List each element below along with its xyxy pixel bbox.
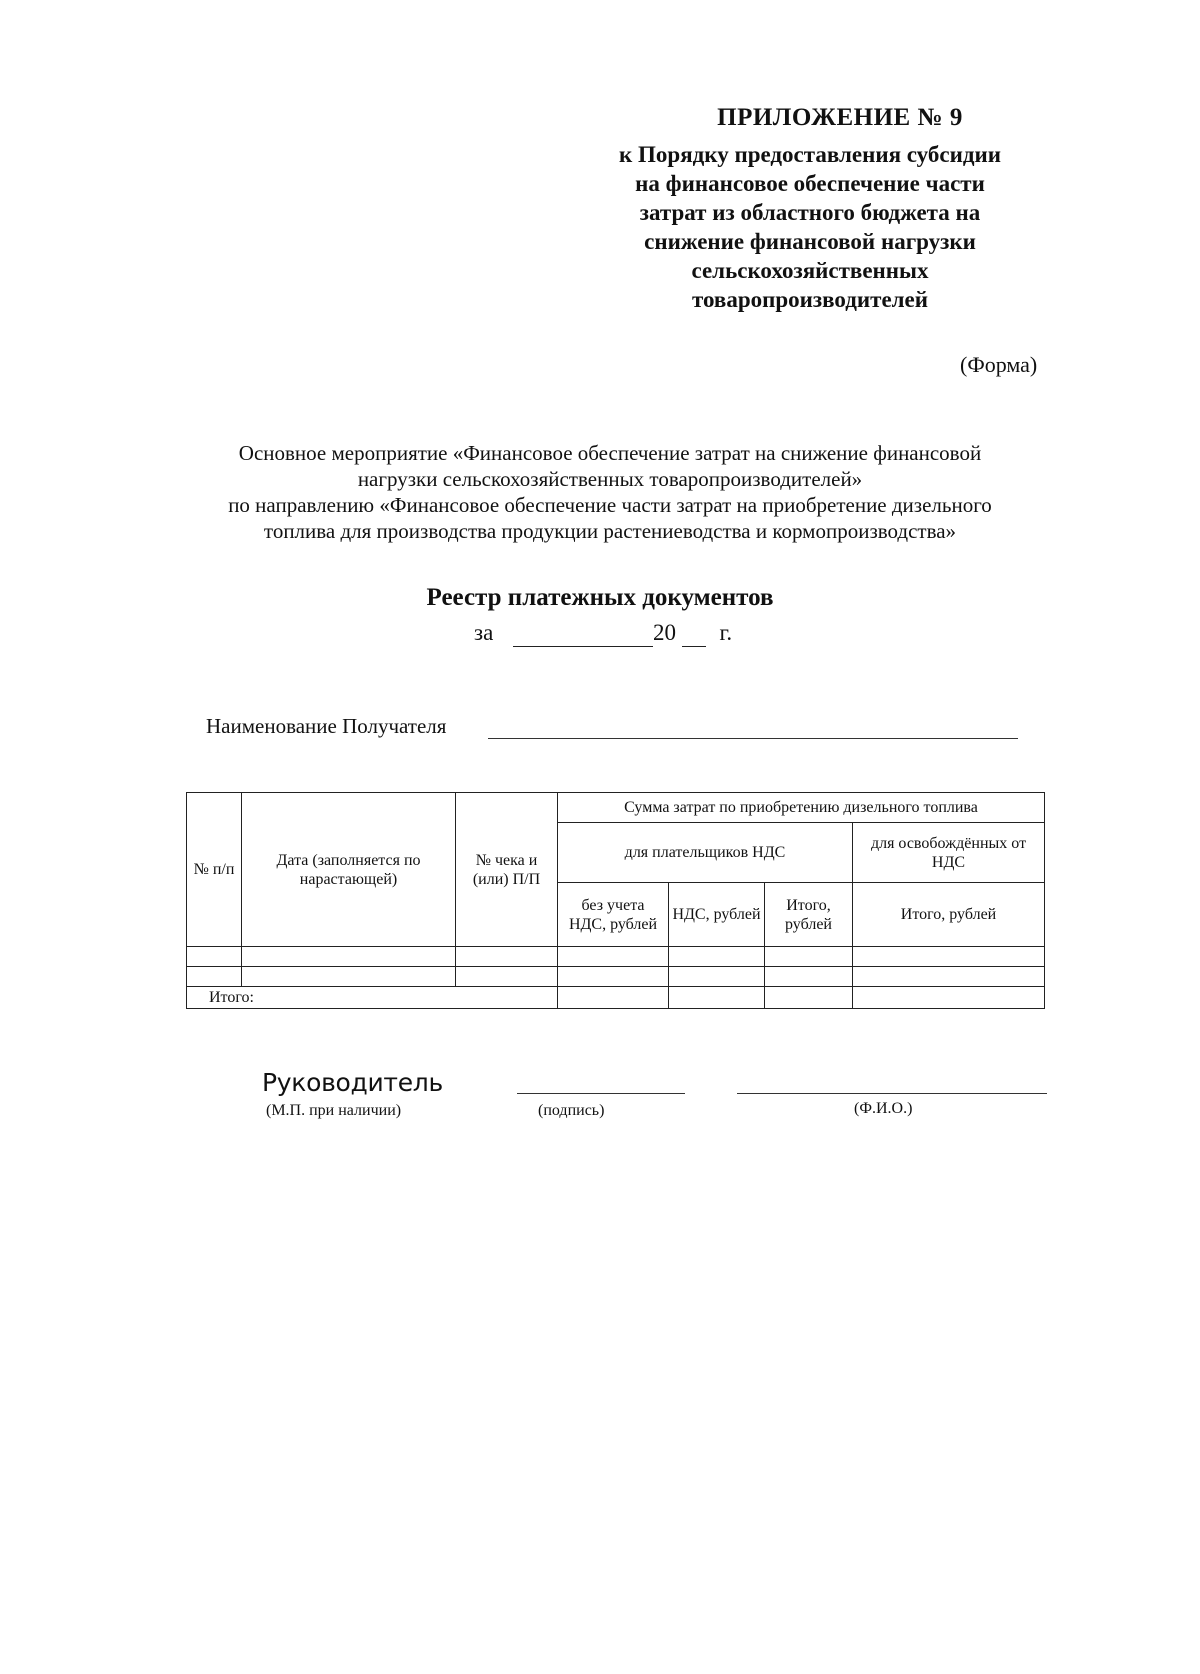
header-vat-payers: для плательщиков НДС bbox=[558, 823, 853, 883]
table-cell[interactable] bbox=[558, 967, 669, 987]
intro-line-3: по направлению «Финансовое обеспечение части затрат на приобретение дизельного bbox=[228, 493, 992, 517]
period-prefix: за bbox=[474, 620, 494, 645]
header-total-exempt: Итого, рублей bbox=[853, 883, 1045, 947]
table-row bbox=[187, 967, 1045, 987]
table-cell[interactable] bbox=[765, 967, 853, 987]
total-cell[interactable] bbox=[765, 987, 853, 1009]
appendix-line-3: затрат из областного бюджета на bbox=[639, 200, 981, 225]
intro-line-1: Основное мероприятие «Финансовое обеспечение затрат на снижение финансовой bbox=[238, 441, 982, 465]
header-date: Дата (заполняется по нарастающей) bbox=[242, 793, 456, 947]
period-line bbox=[474, 620, 732, 647]
period-year-prefix: 20 bbox=[653, 620, 677, 645]
appendix-line-4: снижение финансовой нагрузки bbox=[644, 229, 976, 254]
total-cell[interactable] bbox=[669, 987, 765, 1009]
table-cell[interactable] bbox=[669, 967, 765, 987]
registry-title: Реестр платежных документов bbox=[426, 584, 774, 611]
table-cell[interactable] bbox=[187, 947, 242, 967]
header-check-number: № чека и (или) П/П bbox=[456, 793, 558, 947]
header-vat-exempt: для освобождённых от НДС bbox=[853, 823, 1045, 883]
appendix-line-6: товаропроизводителей bbox=[691, 287, 929, 312]
total-row bbox=[187, 987, 1045, 1009]
signature-role: Руководитель bbox=[262, 1068, 443, 1097]
header-num: № п/п bbox=[187, 793, 242, 947]
recipient-label: Наименование Получателя bbox=[206, 714, 447, 738]
period-suffix: г. bbox=[719, 620, 733, 645]
signature-line[interactable] bbox=[517, 1093, 685, 1094]
table-cell[interactable] bbox=[456, 967, 558, 987]
total-cell[interactable] bbox=[853, 987, 1045, 1009]
table-cell[interactable] bbox=[765, 947, 853, 967]
header-cost-sum: Сумма затрат по приобретению дизельного топлива bbox=[558, 793, 1045, 823]
table-cell[interactable] bbox=[242, 947, 456, 967]
period-year-blank[interactable] bbox=[682, 620, 706, 647]
table-row bbox=[187, 947, 1045, 967]
table-cell[interactable] bbox=[853, 947, 1045, 967]
header-vat: НДС, рублей bbox=[669, 883, 765, 947]
period-month-blank[interactable] bbox=[513, 620, 653, 647]
signature-block bbox=[262, 1068, 1062, 1128]
appendix-header bbox=[560, 104, 1060, 314]
full-name-line[interactable] bbox=[737, 1093, 1047, 1094]
stamp-note: (М.П. при наличии) bbox=[266, 1102, 402, 1119]
appendix-title: ПРИЛОЖЕНИЕ № 9 bbox=[717, 104, 963, 131]
form-label: (Форма) bbox=[960, 352, 1038, 377]
signature-caption: (подпись) bbox=[538, 1102, 605, 1119]
table-cell[interactable] bbox=[187, 967, 242, 987]
intro-text bbox=[160, 440, 1060, 544]
table-cell[interactable] bbox=[456, 947, 558, 967]
recipient-row bbox=[206, 714, 446, 739]
table-cell[interactable] bbox=[669, 947, 765, 967]
total-cell[interactable] bbox=[558, 987, 669, 1009]
header-without-vat: без учета НДС, рублей bbox=[558, 883, 669, 947]
total-label: Итого: bbox=[187, 987, 558, 1009]
table-cell[interactable] bbox=[558, 947, 669, 967]
payment-registry-table bbox=[186, 792, 1045, 1009]
table-cell[interactable] bbox=[242, 967, 456, 987]
header-total-payers: Итого, рублей bbox=[765, 883, 853, 947]
table-cell[interactable] bbox=[853, 967, 1045, 987]
intro-line-4: топлива для производства продукции растениеводства и кормопроизводства» bbox=[263, 519, 957, 543]
appendix-line-1: к Порядку предоставления субсидии bbox=[619, 142, 1001, 167]
appendix-line-5: сельскохозяйственных bbox=[691, 258, 929, 283]
appendix-line-2: на финансовое обеспечение части bbox=[635, 171, 985, 196]
full-name-caption: (Ф.И.О.) bbox=[854, 1100, 913, 1117]
intro-line-2: нагрузки сельскохозяйственных товаропроизводителей» bbox=[357, 467, 863, 491]
recipient-name-line[interactable] bbox=[488, 738, 1018, 739]
